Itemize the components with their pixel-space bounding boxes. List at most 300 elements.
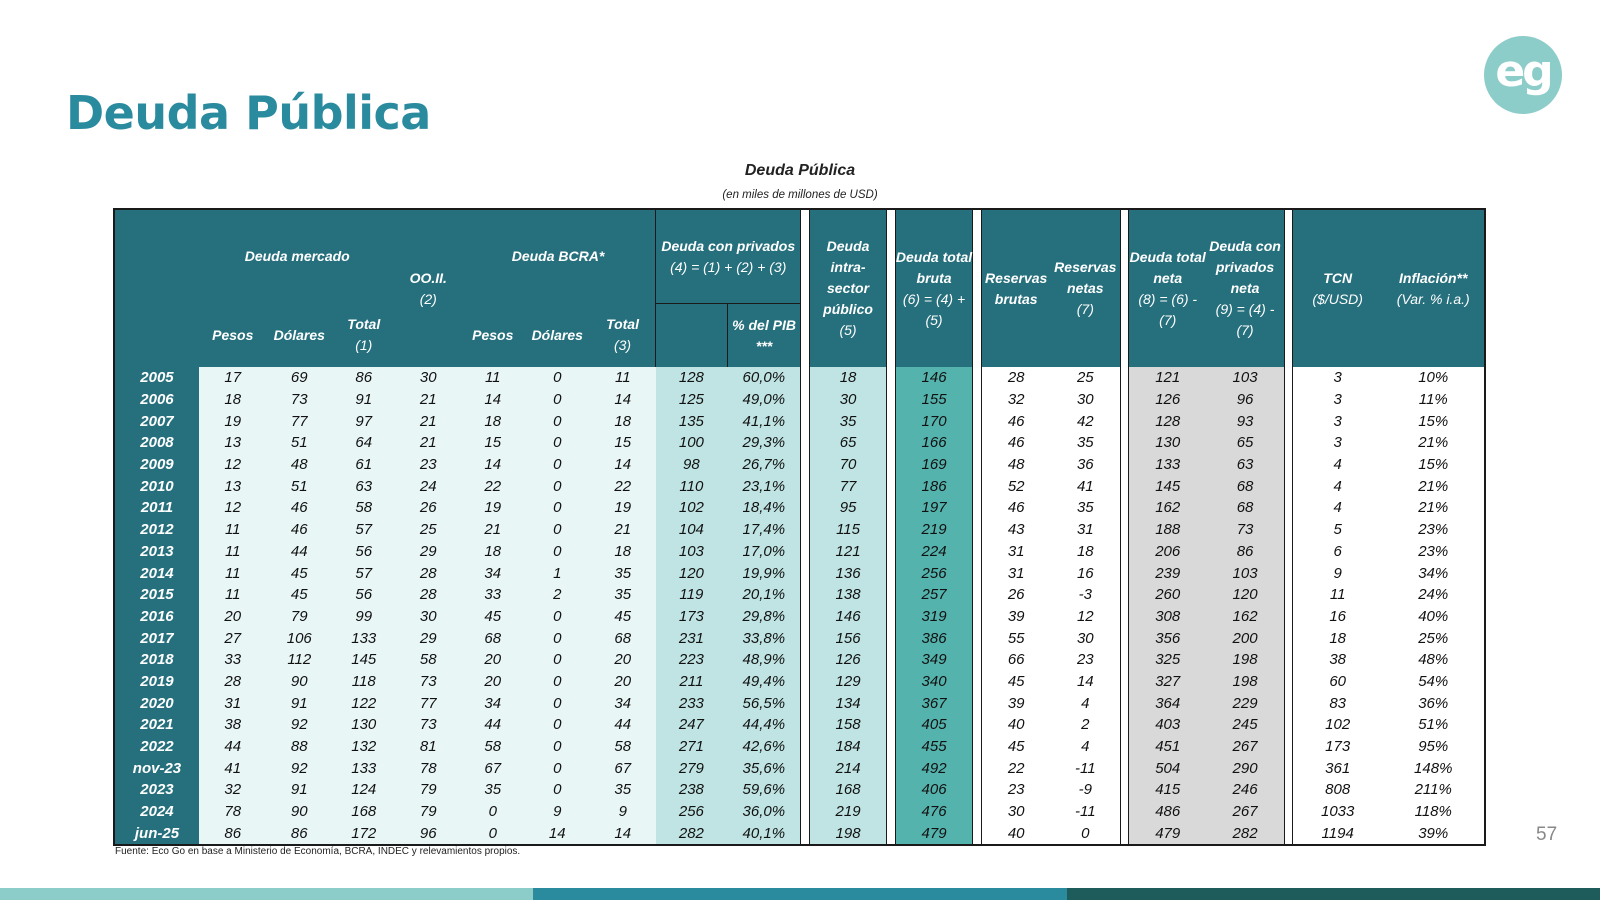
cell-intra: 156 (809, 627, 887, 649)
footer-bar-left (0, 888, 533, 900)
cell-privados-neta: 245 (1206, 714, 1284, 736)
cell-bcra-pesos: 20 (461, 671, 524, 693)
cell-bcra-total: 14 (590, 822, 656, 844)
cell-bcra-total: 58 (590, 736, 656, 758)
separator (801, 497, 809, 519)
cell-intra: 70 (809, 454, 887, 476)
cell-mercado-dolares: 106 (267, 627, 333, 649)
header-tcn (1292, 210, 1382, 367)
cell-mercado-pesos: 28 (199, 671, 267, 693)
cell-privados: 233 (656, 692, 728, 714)
header-intra-label: Deuda intra-sector público (823, 238, 873, 317)
cell-bcra-dolares: 0 (524, 541, 590, 563)
header-intra-sub: (5) (839, 322, 857, 338)
cell-bruta: 169 (895, 454, 973, 476)
cell-bruta: 349 (895, 649, 973, 671)
separator (801, 801, 809, 823)
cell-deuda-neta: 504 (1129, 757, 1207, 779)
cell-privados: 223 (656, 649, 728, 671)
cell-reservas-brutas: 55 (981, 627, 1051, 649)
separator (801, 822, 809, 844)
separator (1284, 801, 1292, 823)
cell-year: 2008 (115, 432, 199, 454)
separator (1284, 367, 1292, 389)
cell-bcra-total: 15 (590, 432, 656, 454)
cell-mercado-pesos: 31 (199, 692, 267, 714)
cell-privados: 231 (656, 627, 728, 649)
separator (1120, 519, 1128, 541)
cell-privados-neta: 162 (1206, 606, 1284, 628)
cell-intra: 219 (809, 801, 887, 823)
footer-bar-right (1067, 888, 1600, 900)
cell-bruta: 340 (895, 671, 973, 693)
cell-reservas-brutas: 66 (981, 649, 1051, 671)
cell-inflacion: 54% (1382, 671, 1484, 693)
header-dolares: Dólares (267, 304, 333, 368)
cell-tcn: 4 (1292, 497, 1382, 519)
separator (1284, 671, 1292, 693)
cell-year: 2015 (115, 584, 199, 606)
cell-reservas-netas: 35 (1051, 497, 1121, 519)
cell-pib: 17,0% (727, 541, 801, 563)
cell-privados-neta: 103 (1206, 562, 1284, 584)
cell-privados-neta: 65 (1206, 432, 1284, 454)
cell-reservas-netas: 14 (1051, 671, 1121, 693)
header-reservas-netas (1051, 210, 1121, 367)
separator (1284, 475, 1292, 497)
cell-bruta: 455 (895, 736, 973, 758)
separator (1120, 584, 1128, 606)
cell-privados-neta: 200 (1206, 627, 1284, 649)
separator (887, 757, 895, 779)
separator (887, 671, 895, 693)
cell-mercado-total: 172 (332, 822, 395, 844)
separator (887, 779, 895, 801)
cell-deuda-neta: 145 (1129, 475, 1207, 497)
cell-reservas-brutas: 40 (981, 822, 1051, 844)
header-pesos: Pesos (199, 304, 267, 368)
header-intra (809, 210, 887, 367)
separator (1284, 541, 1292, 563)
cell-reservas-netas: 2 (1051, 714, 1121, 736)
cell-inflacion: 10% (1382, 367, 1484, 389)
cell-tcn: 83 (1292, 692, 1382, 714)
cell-tcn: 11 (1292, 584, 1382, 606)
table-row (115, 801, 1484, 823)
cell-pib: 60,0% (727, 367, 801, 389)
cell-bcra-pesos: 68 (461, 627, 524, 649)
cell-mercado-dolares: 91 (267, 779, 333, 801)
table-row (115, 822, 1484, 844)
cell-bcra-dolares: 0 (524, 757, 590, 779)
cell-mercado-total: 133 (332, 627, 395, 649)
cell-reservas-brutas: 23 (981, 779, 1051, 801)
cell-bcra-dolares: 2 (524, 584, 590, 606)
cell-inflacion: 24% (1382, 584, 1484, 606)
cell-mercado-dolares: 92 (267, 757, 333, 779)
cell-privados: 256 (656, 801, 728, 823)
cell-privados: 125 (656, 389, 728, 411)
cell-privados-neta: 86 (1206, 541, 1284, 563)
cell-privados: 173 (656, 606, 728, 628)
cell-mercado-pesos: 11 (199, 541, 267, 563)
cell-mercado-pesos: 17 (199, 367, 267, 389)
cell-bcra-pesos: 34 (461, 562, 524, 584)
separator (1284, 757, 1292, 779)
cell-pib: 44,4% (727, 714, 801, 736)
header-total-1 (332, 304, 395, 368)
cell-privados: 103 (656, 541, 728, 563)
separator (1284, 779, 1292, 801)
cell-deuda-neta: 188 (1129, 519, 1207, 541)
cell-bcra-dolares: 0 (524, 389, 590, 411)
header-pib (727, 304, 801, 368)
separator (801, 389, 809, 411)
cell-deuda-neta: 486 (1129, 801, 1207, 823)
separator (887, 541, 895, 563)
cell-bcra-dolares: 0 (524, 649, 590, 671)
separator (801, 432, 809, 454)
cell-intra: 168 (809, 779, 887, 801)
cell-deuda-neta: 479 (1129, 822, 1207, 844)
cell-privados-neta: 267 (1206, 736, 1284, 758)
cell-bruta: 256 (895, 562, 973, 584)
cell-year: 2023 (115, 779, 199, 801)
cell-mercado-pesos: 86 (199, 822, 267, 844)
cell-bcra-total: 35 (590, 562, 656, 584)
cell-mercado-pesos: 19 (199, 410, 267, 432)
cell-bcra-total: 35 (590, 584, 656, 606)
cell-mercado-dolares: 79 (267, 606, 333, 628)
cell-mercado-dolares: 45 (267, 562, 333, 584)
separator (1120, 562, 1128, 584)
separator (973, 519, 981, 541)
cell-privados: 238 (656, 779, 728, 801)
cell-bcra-pesos: 35 (461, 779, 524, 801)
cell-mercado-total: 58 (332, 497, 395, 519)
cell-bcra-total: 20 (590, 649, 656, 671)
header-deuda-neta (1129, 210, 1207, 367)
header-ooii (396, 210, 462, 367)
separator (887, 584, 895, 606)
cell-ooii: 73 (396, 671, 462, 693)
cell-inflacion: 25% (1382, 627, 1484, 649)
separator (1120, 779, 1128, 801)
cell-reservas-brutas: 26 (981, 584, 1051, 606)
cell-privados: 279 (656, 757, 728, 779)
cell-reservas-brutas: 46 (981, 432, 1051, 454)
cell-privados-neta: 96 (1206, 389, 1284, 411)
cell-year: 2012 (115, 519, 199, 541)
cell-intra: 136 (809, 562, 887, 584)
separator (1120, 389, 1128, 411)
cell-ooii: 29 (396, 541, 462, 563)
cell-bruta: 319 (895, 606, 973, 628)
separator (973, 757, 981, 779)
cell-bcra-pesos: 11 (461, 367, 524, 389)
cell-tcn: 3 (1292, 367, 1382, 389)
cell-ooii: 73 (396, 714, 462, 736)
cell-inflacion: 15% (1382, 410, 1484, 432)
header-inflacion (1382, 210, 1484, 367)
cell-bcra-total: 9 (590, 801, 656, 823)
cell-reservas-netas: 0 (1051, 822, 1121, 844)
cell-mercado-pesos: 13 (199, 475, 267, 497)
cell-year: 2021 (115, 714, 199, 736)
separator (887, 475, 895, 497)
cell-ooii: 77 (396, 692, 462, 714)
cell-reservas-brutas: 45 (981, 736, 1051, 758)
header-total-3-sub: (3) (613, 337, 632, 354)
cell-ooii: 21 (396, 389, 462, 411)
header-privados-neta (1206, 210, 1284, 367)
cell-mercado-total: 91 (332, 389, 395, 411)
cell-privados-neta: 68 (1206, 497, 1284, 519)
cell-tcn: 38 (1292, 649, 1382, 671)
header-deuda-bcra: Deuda BCRA* (461, 210, 656, 304)
header-deuda-privados-label: Deuda con privados (661, 237, 796, 254)
cell-pib: 33,8% (727, 627, 801, 649)
cell-reservas-netas: 4 (1051, 736, 1121, 758)
cell-reservas-netas: 23 (1051, 649, 1121, 671)
table-row (115, 389, 1484, 411)
table-row (115, 410, 1484, 432)
separator (887, 649, 895, 671)
cell-deuda-neta: 327 (1129, 671, 1207, 693)
cell-bcra-total: 44 (590, 714, 656, 736)
cell-deuda-neta: 162 (1129, 497, 1207, 519)
separator (887, 692, 895, 714)
cell-inflacion: 23% (1382, 519, 1484, 541)
separator (973, 801, 981, 823)
cell-mercado-pesos: 20 (199, 606, 267, 628)
cell-mercado-total: 57 (332, 519, 395, 541)
cell-tcn: 6 (1292, 541, 1382, 563)
cell-bcra-dolares: 14 (524, 822, 590, 844)
header-privados-neta-label: Deuda con privados neta (1209, 238, 1281, 296)
separator (1284, 736, 1292, 758)
cell-mercado-total: 118 (332, 671, 395, 693)
cell-pib: 35,6% (727, 757, 801, 779)
cell-bcra-dolares: 0 (524, 367, 590, 389)
cell-privados-neta: 198 (1206, 649, 1284, 671)
separator (801, 779, 809, 801)
separator (1284, 497, 1292, 519)
cell-reservas-netas: -11 (1051, 801, 1121, 823)
separator (887, 519, 895, 541)
cell-reservas-brutas: 22 (981, 757, 1051, 779)
cell-mercado-pesos: 33 (199, 649, 267, 671)
table-body (115, 367, 1484, 844)
header-privados-neta-sub: (9) = (4) - (7) (1215, 301, 1275, 338)
cell-year: 2009 (115, 454, 199, 476)
header-year (115, 210, 199, 367)
cell-privados: 98 (656, 454, 728, 476)
separator (887, 801, 895, 823)
cell-ooii: 26 (396, 497, 462, 519)
cell-mercado-total: 130 (332, 714, 395, 736)
cell-year: 2005 (115, 367, 199, 389)
separator (973, 432, 981, 454)
cell-ooii: 21 (396, 410, 462, 432)
cell-mercado-dolares: 92 (267, 714, 333, 736)
table-row (115, 475, 1484, 497)
header-reservas-netas-label: Reservas netas (1054, 259, 1117, 296)
cell-bcra-pesos: 44 (461, 714, 524, 736)
separator (1284, 627, 1292, 649)
separator (973, 627, 981, 649)
cell-ooii: 28 (396, 562, 462, 584)
cell-bcra-pesos: 67 (461, 757, 524, 779)
cell-reservas-netas: 36 (1051, 454, 1121, 476)
cell-mercado-dolares: 90 (267, 801, 333, 823)
cell-pib: 42,6% (727, 736, 801, 758)
separator (1120, 454, 1128, 476)
separator (801, 736, 809, 758)
cell-bruta: 170 (895, 410, 973, 432)
cell-mercado-dolares: 69 (267, 367, 333, 389)
cell-intra: 129 (809, 671, 887, 693)
cell-bcra-pesos: 22 (461, 475, 524, 497)
cell-ooii: 30 (396, 606, 462, 628)
cell-mercado-total: 56 (332, 541, 395, 563)
cell-privados-neta: 290 (1206, 757, 1284, 779)
header-deuda-privados-sub: (4) = (1) + (2) + (3) (670, 258, 787, 275)
separator (887, 454, 895, 476)
table-row (115, 541, 1484, 563)
separator (1284, 410, 1292, 432)
separator (1284, 519, 1292, 541)
cell-reservas-brutas: 46 (981, 410, 1051, 432)
cell-pib: 20,1% (727, 584, 801, 606)
cell-privados-neta: 63 (1206, 454, 1284, 476)
table-row (115, 519, 1484, 541)
cell-bcra-total: 14 (590, 454, 656, 476)
separator (973, 367, 981, 389)
cell-mercado-total: 168 (332, 801, 395, 823)
cell-tcn: 1033 (1292, 801, 1382, 823)
header-ooii-label: OO.II. (409, 269, 447, 286)
cell-mercado-pesos: 11 (199, 584, 267, 606)
cell-pib: 29,8% (727, 606, 801, 628)
cell-ooii: 79 (396, 801, 462, 823)
separator (1120, 736, 1128, 758)
cell-tcn: 18 (1292, 627, 1382, 649)
cell-mercado-total: 99 (332, 606, 395, 628)
cell-pib: 59,6% (727, 779, 801, 801)
table-row (115, 432, 1484, 454)
table-row (115, 692, 1484, 714)
cell-deuda-neta: 133 (1129, 454, 1207, 476)
cell-intra: 65 (809, 432, 887, 454)
cell-bcra-total: 22 (590, 475, 656, 497)
separator (887, 822, 895, 844)
header-ooii-sub: (2) (419, 290, 437, 307)
table-row (115, 736, 1484, 758)
cell-mercado-dolares: 112 (267, 649, 333, 671)
cell-reservas-brutas: 39 (981, 692, 1051, 714)
cell-bcra-dolares: 0 (524, 475, 590, 497)
cell-privados-neta: 93 (1206, 410, 1284, 432)
separator (887, 736, 895, 758)
cell-ooii: 78 (396, 757, 462, 779)
header-bruta-sub: (6) = (4) + (5) (902, 290, 966, 328)
header-pesos-bcra: Pesos (461, 304, 524, 368)
cell-mercado-pesos: 38 (199, 714, 267, 736)
separator (973, 210, 981, 367)
cell-bcra-total: 34 (590, 692, 656, 714)
cell-ooii: 21 (396, 432, 462, 454)
cell-year: 2018 (115, 649, 199, 671)
cell-pib: 17,4% (727, 519, 801, 541)
cell-bcra-pesos: 19 (461, 497, 524, 519)
cell-ooii: 24 (396, 475, 462, 497)
cell-mercado-pesos: 27 (199, 627, 267, 649)
cell-reservas-brutas: 32 (981, 389, 1051, 411)
separator (1284, 210, 1292, 367)
cell-privados: 211 (656, 671, 728, 693)
cell-year: 2007 (115, 410, 199, 432)
cell-reservas-netas: 4 (1051, 692, 1121, 714)
cell-mercado-pesos: 32 (199, 779, 267, 801)
cell-deuda-neta: 451 (1129, 736, 1207, 758)
cell-deuda-neta: 260 (1129, 584, 1207, 606)
separator (973, 389, 981, 411)
separator (973, 649, 981, 671)
cell-pib: 23,1% (727, 475, 801, 497)
separator (1284, 606, 1292, 628)
cell-intra: 95 (809, 497, 887, 519)
cell-inflacion: 40% (1382, 606, 1484, 628)
separator (1120, 432, 1128, 454)
cell-mercado-pesos: 13 (199, 432, 267, 454)
logo: eg (1484, 36, 1562, 114)
cell-mercado-total: 86 (332, 367, 395, 389)
cell-bcra-pesos: 58 (461, 736, 524, 758)
separator (1284, 649, 1292, 671)
separator (973, 671, 981, 693)
separator (887, 210, 895, 367)
separator (973, 779, 981, 801)
cell-reservas-brutas: 39 (981, 606, 1051, 628)
cell-mercado-dolares: 88 (267, 736, 333, 758)
cell-deuda-neta: 130 (1129, 432, 1207, 454)
separator (801, 714, 809, 736)
cell-bruta: 492 (895, 757, 973, 779)
cell-bruta: 257 (895, 584, 973, 606)
separator (801, 541, 809, 563)
cell-bcra-dolares: 0 (524, 497, 590, 519)
cell-bcra-total: 68 (590, 627, 656, 649)
separator (887, 497, 895, 519)
separator (973, 584, 981, 606)
cell-privados: 110 (656, 475, 728, 497)
cell-bcra-dolares: 0 (524, 627, 590, 649)
cell-reservas-netas: 18 (1051, 541, 1121, 563)
separator (887, 562, 895, 584)
cell-deuda-neta: 128 (1129, 410, 1207, 432)
cell-inflacion: 51% (1382, 714, 1484, 736)
cell-intra: 158 (809, 714, 887, 736)
cell-bcra-dolares: 0 (524, 432, 590, 454)
cell-mercado-dolares: 45 (267, 584, 333, 606)
cell-intra: 134 (809, 692, 887, 714)
cell-intra: 18 (809, 367, 887, 389)
cell-bcra-pesos: 21 (461, 519, 524, 541)
cell-tcn: 4 (1292, 454, 1382, 476)
cell-bruta: 186 (895, 475, 973, 497)
cell-tcn: 16 (1292, 606, 1382, 628)
